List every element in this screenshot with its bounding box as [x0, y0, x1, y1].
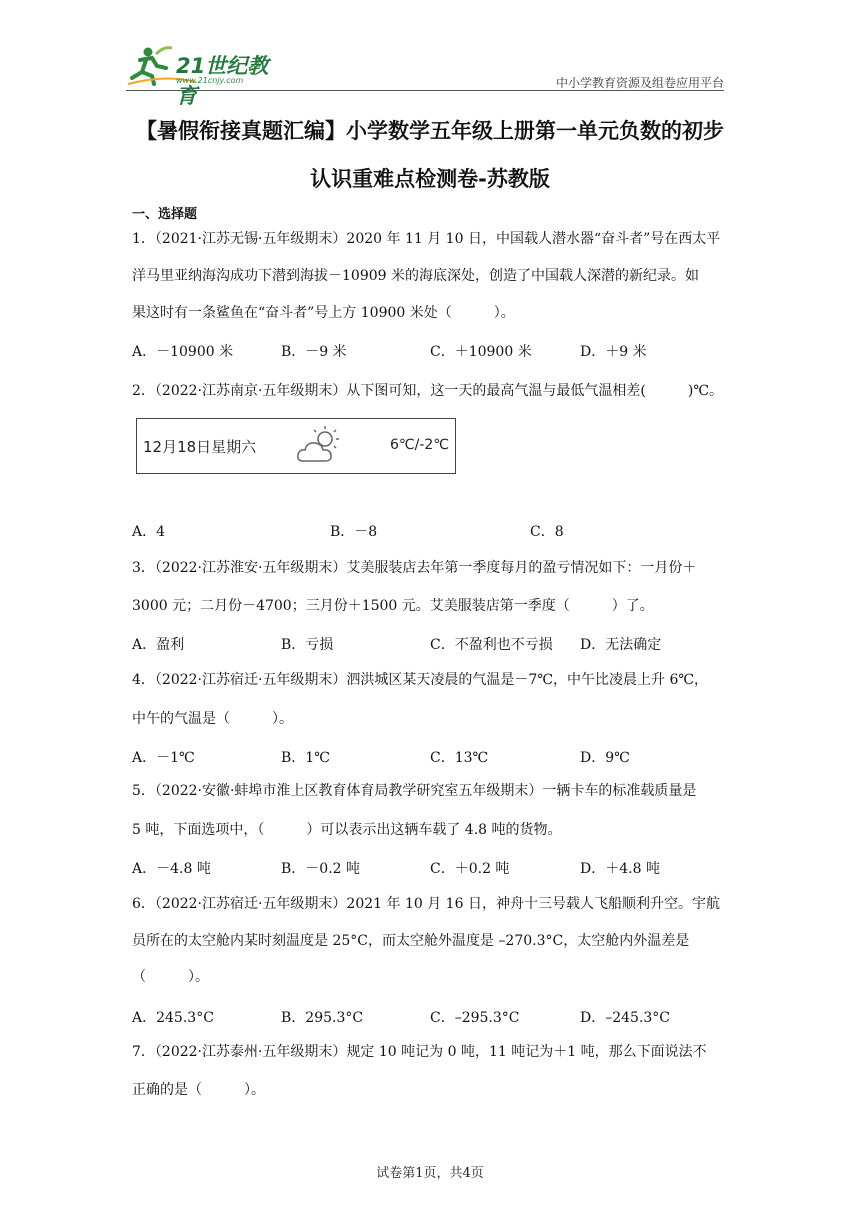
- page-title-line-2: 认识重难点检测卷-苏教版: [310, 167, 550, 191]
- question-6-option-a[interactable]: A．245.3°C: [132, 1010, 214, 1026]
- logo-url: www.21cnjy.com: [176, 76, 244, 85]
- question-2-line: 2．（2022·江苏南京·五年级期末）从下图可知，这一天的最高气温与最低气温相差( )℃。: [132, 383, 724, 399]
- question-4-option-d[interactable]: D．9℃: [580, 750, 630, 766]
- section-heading: 一、选择题: [132, 207, 198, 222]
- page-header: [126, 44, 724, 108]
- question-3-option-d[interactable]: D．无法确定: [580, 637, 662, 653]
- question-3-line: 3000 元；二月份－4700；三月份＋1500 元。艾美服装店第一季度（ ）了。: [132, 598, 654, 614]
- question-6-option-d[interactable]: D．–245.3°C: [580, 1010, 671, 1026]
- question-3-line: 3．（2022·江苏淮安·五年级期末）艾美服装店去年第一季度每月的盈亏情况如下：一月份＋: [132, 560, 697, 576]
- question-6-line: 员所在的太空舱内某时刻温度是 25°C，而太空舱外温度是 –270.3°C，太空舱内外温差是: [132, 933, 690, 949]
- question-5-option-b[interactable]: B．－0.2 吨: [281, 861, 361, 877]
- question-1-line: 洋马里亚纳海沟成功下潜到海拔－10909 米的海底深处，创造了中国载人深潜的新纪录。如: [132, 268, 699, 284]
- question-6-option-c[interactable]: C．–295.3°C: [430, 1010, 520, 1026]
- question-1-line: 1．（2021·江苏无锡·五年级期末）2020 年 11 月 10 日，中国载人潜水器“奋斗者”号在西太平: [132, 231, 721, 247]
- question-7-line: 7．（2022·江苏泰州·五年级期末）规定 10 吨记为 0 吨，11 吨记为＋1 吨，那么下面说法不: [132, 1044, 707, 1060]
- question-2-option-c[interactable]: C．8: [530, 524, 564, 540]
- question-6-line: 6．（2022·江苏宿迁·五年级期末）2021 年 10 月 16 日，神舟十三号载人飞船顺利升空。宇航: [132, 896, 720, 912]
- logo: [126, 44, 286, 108]
- page-footer: 试卷第1页，共4页: [376, 1166, 484, 1181]
- page-title-line-1: 【暑假衔接真题汇编】小学数学五年级上册第一单元负数的初步: [136, 119, 724, 143]
- question-3-option-a[interactable]: A．盈利: [132, 637, 185, 653]
- logo-text: 21世纪教育: [176, 54, 269, 108]
- header-divider: [126, 90, 724, 91]
- question-3-option-c[interactable]: C．不盈利也不亏损: [430, 637, 553, 653]
- question-2-option-b[interactable]: B．－8: [330, 524, 378, 540]
- question-2-option-a[interactable]: A．4: [132, 524, 166, 540]
- header-platform-text: 中小学教育资源及组卷应用平台: [555, 76, 724, 90]
- partly-cloudy-icon: [295, 423, 345, 467]
- weather-temperature: 6℃/-2℃: [389, 437, 449, 453]
- weather-image: [136, 418, 456, 474]
- question-4-option-c[interactable]: C．13℃: [430, 750, 489, 766]
- question-1-option-b[interactable]: B．－9 米: [281, 344, 347, 360]
- question-3-option-b[interactable]: B．亏损: [281, 637, 334, 653]
- weather-date: 12月18日星期六: [143, 438, 257, 456]
- question-6-line: （ ）。: [132, 969, 209, 985]
- question-6-option-b[interactable]: B．295.3°C: [281, 1010, 364, 1026]
- question-4-option-a[interactable]: A．－1℃: [132, 750, 195, 766]
- question-1-line: 果这时有一条鲨鱼在“奋斗者”号上方 10900 米处（ ）。: [132, 305, 515, 321]
- question-1-option-d[interactable]: D．＋9 米: [580, 344, 647, 360]
- question-4-option-b[interactable]: B．1℃: [281, 750, 330, 766]
- question-1-option-a[interactable]: A．－10900 米: [132, 344, 234, 360]
- question-1-option-c[interactable]: C．＋10900 米: [430, 344, 532, 360]
- question-4-line: 中午的气温是（ ）。: [132, 711, 293, 727]
- question-5-option-c[interactable]: C．＋0.2 吨: [430, 861, 510, 877]
- question-5-line: 5 吨，下面选项中，（ ）可以表示出这辆车载了 4.8 吨的货物。: [132, 822, 562, 838]
- question-7-line: 正确的是（ ）。: [132, 1082, 265, 1098]
- question-4-line: 4．（2022·江苏宿迁·五年级期末）泗洪城区某天凌晨的气温是－7℃，中午比凌晨上升 6℃，: [132, 672, 709, 688]
- question-5-option-a[interactable]: A．－4.8 吨: [132, 861, 211, 877]
- question-5-line: 5．（2022·安徽·蚌埠市淮上区教育体育局教学研究室五年级期末）一辆卡车的标准载质量是: [132, 783, 697, 799]
- question-5-option-d[interactable]: D．＋4.8 吨: [580, 861, 660, 877]
